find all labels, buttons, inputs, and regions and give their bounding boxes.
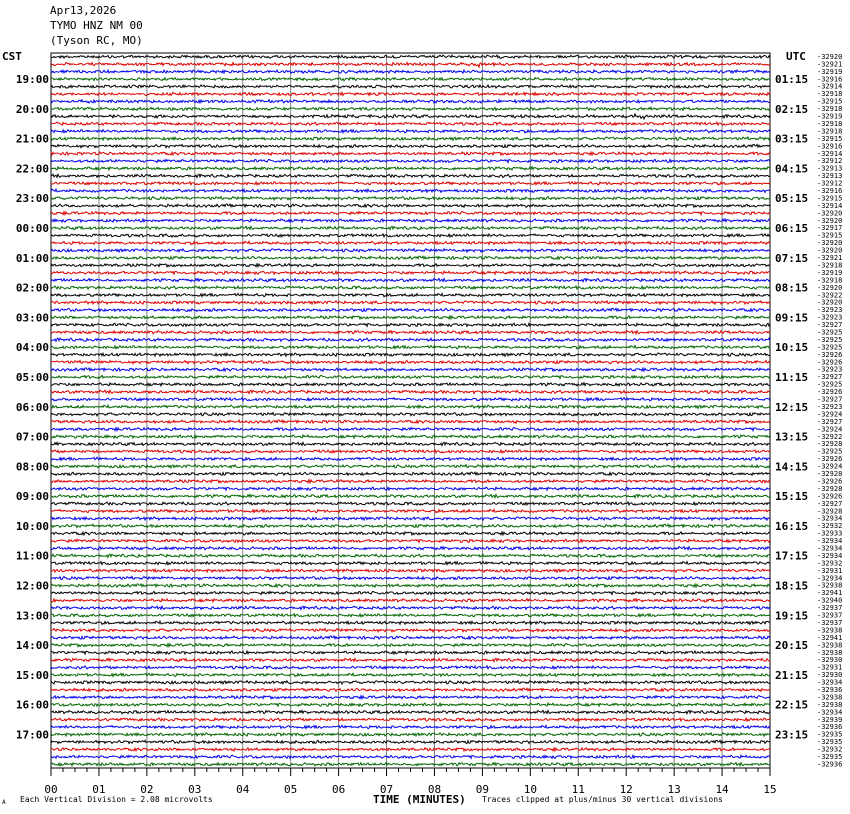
- right-hour-label: 12:15: [775, 400, 809, 414]
- trace-offset-label: -32938: [817, 581, 843, 590]
- trace-offset-label: -32939: [817, 715, 843, 724]
- left-hour-label: 06:00: [15, 400, 49, 414]
- trace-line: [51, 606, 770, 609]
- trace-line: [51, 718, 770, 721]
- trace-line: [51, 636, 770, 639]
- trace-line: [51, 658, 770, 661]
- trace-offset-label: -32922: [817, 432, 843, 441]
- trace-line: [51, 137, 770, 140]
- trace-line: [51, 547, 770, 550]
- trace-line: [51, 621, 770, 624]
- trace-line: [51, 271, 770, 274]
- trace-line: [51, 219, 770, 222]
- trace-line: [51, 114, 770, 119]
- trace-offset-label: -32921: [817, 60, 843, 69]
- trace-offset-label: -32912: [817, 157, 843, 166]
- trace-line: [51, 614, 770, 617]
- trace-line: [51, 666, 770, 669]
- right-hour-label: 18:15: [775, 579, 809, 593]
- trace-line: [51, 174, 770, 177]
- right-hour-label: 05:15: [775, 192, 809, 206]
- trace-offset-label: -32927: [817, 373, 843, 382]
- left-hour-label: 23:00: [15, 192, 49, 206]
- trace-offset-label: -32914: [817, 149, 843, 158]
- right-hour-label: 09:15: [775, 311, 809, 325]
- trace-offset-label: -32938: [817, 648, 843, 657]
- trace-line: [51, 293, 770, 296]
- trace-line: [51, 703, 770, 706]
- trace-line: [51, 286, 770, 289]
- trace-line: [51, 599, 770, 602]
- trace-offset-label: -32925: [817, 343, 843, 352]
- trace-line: [51, 733, 770, 736]
- trace-offset-label: -32920: [817, 283, 843, 292]
- trace-offset-label: -32924: [817, 462, 843, 471]
- trace-offset-label: -32934: [817, 544, 843, 553]
- trace-offset-label: -32918: [817, 90, 843, 99]
- trace-line: [51, 517, 770, 520]
- trace-line: [51, 502, 770, 505]
- right-hour-label: 07:15: [775, 251, 809, 265]
- left-hour-label: 09:00: [15, 490, 49, 504]
- trace-offset-label: -32936: [817, 723, 843, 732]
- trace-line: [51, 264, 770, 267]
- trace-offset-label: -32938: [817, 700, 843, 709]
- trace-offset-label: -32930: [817, 656, 843, 665]
- trace-offset-label: -32928: [817, 484, 843, 493]
- trace-line: [51, 673, 770, 676]
- trace-offset-label: -32920: [817, 246, 843, 255]
- left-hour-label: 08:00: [15, 460, 49, 474]
- trace-line: [51, 323, 770, 326]
- trace-offset-label: -32938: [817, 626, 843, 635]
- left-hour-label: 01:00: [15, 251, 49, 265]
- trace-offset-label: -32930: [817, 671, 843, 680]
- trace-line: [51, 308, 770, 311]
- trace-offset-label: -32926: [817, 350, 843, 359]
- trace-offset-label: -32936: [817, 760, 843, 769]
- right-hour-label: 03:15: [775, 132, 809, 146]
- trace-line: [51, 77, 770, 80]
- trace-line: [51, 316, 770, 319]
- trace-line: [51, 92, 770, 95]
- trace-offset-label: -32934: [817, 514, 843, 523]
- trace-offset-label: -32923: [817, 402, 843, 411]
- trace-line: [51, 405, 770, 408]
- trace-line: [51, 107, 770, 110]
- left-hour-label: 07:00: [15, 430, 49, 444]
- trace-offset-label: -32923: [817, 313, 843, 322]
- trace-offset-label: -32918: [817, 127, 843, 136]
- trace-offset-label: -32920: [817, 298, 843, 307]
- right-hour-label: 14:15: [775, 460, 809, 474]
- trace-line: [51, 576, 770, 579]
- right-hour-label: 16:15: [775, 519, 809, 533]
- trace-offset-label: -32915: [817, 231, 843, 240]
- trace-offset-label: -32923: [817, 365, 843, 374]
- trace-line: [51, 591, 770, 594]
- right-hour-label: 08:15: [775, 281, 809, 295]
- trace-line: [51, 562, 770, 565]
- trace-line: [51, 182, 770, 185]
- left-hour-label: 16:00: [15, 698, 49, 712]
- trace-line: [51, 755, 770, 758]
- trace-offset-label: -32927: [817, 499, 843, 508]
- trace-line: [51, 696, 770, 699]
- trace-offset-label: -32918: [817, 105, 843, 114]
- trace-line: [51, 152, 770, 155]
- trace-offset-label: -32926: [817, 388, 843, 397]
- right-hour-label: 01:15: [775, 73, 809, 87]
- trace-offset-label: -32919: [817, 268, 843, 277]
- trace-line: [51, 353, 770, 356]
- trace-offset-label: -32920: [817, 216, 843, 225]
- x-tick-label: 12: [619, 783, 633, 796]
- x-tick-label: 06: [331, 783, 346, 796]
- trace-line: [51, 368, 770, 371]
- trace-offset-label: -32924: [817, 425, 843, 434]
- trace-offset-label: -32927: [817, 417, 843, 426]
- trace-offset-label: -32940: [817, 596, 843, 605]
- x-tick-label: 08: [427, 783, 442, 796]
- trace-line: [51, 159, 770, 162]
- trace-line: [51, 532, 770, 535]
- trace-offset-label: -32926: [817, 455, 843, 464]
- trace-line: [51, 740, 770, 743]
- trace-line: [51, 398, 770, 401]
- trace-line: [51, 457, 770, 460]
- right-hour-label: 02:15: [775, 102, 809, 116]
- right-hour-label: 13:15: [775, 430, 809, 444]
- trace-offset-label: -32937: [817, 618, 843, 627]
- left-timezone-label: CST: [2, 50, 22, 63]
- right-hour-label: 11:15: [775, 371, 809, 384]
- x-tick-label: 00: [44, 783, 58, 796]
- trace-line: [51, 301, 770, 304]
- x-tick-label: 13: [667, 783, 681, 796]
- trace-offset-label: -32934: [817, 574, 843, 583]
- x-tick-label: 09: [475, 783, 490, 796]
- trace-offset-label: -32926: [817, 358, 843, 367]
- trace-line: [51, 375, 770, 378]
- trace-offset-label: -32932: [817, 745, 843, 754]
- trace-offset-label: -32937: [817, 611, 843, 620]
- trace-offset-label: -32938: [817, 641, 843, 650]
- trace-line: [51, 465, 770, 468]
- trace-offset-label: -32928: [817, 440, 843, 449]
- x-tick-label: 07: [379, 783, 394, 796]
- trace-line: [51, 763, 770, 766]
- trace-line: [51, 427, 770, 430]
- trace-line: [51, 435, 770, 438]
- trace-offset-label: -32934: [817, 537, 843, 546]
- left-hour-label: 19:00: [15, 73, 49, 87]
- x-tick-label: 05: [284, 783, 298, 796]
- trace-offset-label: -32918: [817, 261, 843, 270]
- left-hour-label: 10:00: [15, 519, 49, 533]
- right-hour-label: 19:15: [775, 609, 809, 623]
- trace-offset-label: -32915: [817, 194, 843, 203]
- trace-offset-label: -32934: [817, 708, 843, 717]
- trace-offset-label: -32914: [817, 82, 843, 91]
- trace-offset-label: -32919: [817, 112, 843, 121]
- trace-line: [51, 495, 770, 498]
- trace-offset-label: -32934: [817, 551, 843, 560]
- trace-offset-label: -32916: [817, 142, 843, 151]
- left-hour-label: 21:00: [15, 132, 49, 146]
- trace-offset-label: -32941: [817, 633, 843, 642]
- trace-line: [51, 509, 770, 512]
- left-hour-label: 22:00: [15, 162, 49, 176]
- right-hour-label: 17:15: [775, 549, 809, 563]
- trace-line: [51, 338, 770, 341]
- trace-line: [51, 241, 770, 244]
- right-hour-label: 23:15: [775, 728, 809, 742]
- trace-line: [51, 651, 770, 654]
- right-hour-label: 10:15: [775, 341, 809, 355]
- right-hour-label: 04:15: [775, 162, 809, 176]
- trace-offset-label: -32931: [817, 566, 843, 575]
- station-label: TYMO HNZ NM 00: [50, 19, 143, 32]
- x-tick-label: 02: [140, 783, 154, 796]
- trace-line: [51, 643, 770, 646]
- trace-line: [51, 450, 770, 453]
- left-hour-label: 17:00: [15, 728, 49, 742]
- date-label: Apr13,2026: [50, 4, 117, 17]
- left-hour-label: 13:00: [15, 609, 49, 623]
- trace-line: [51, 70, 770, 73]
- trace-line: [51, 197, 770, 200]
- trace-offset-label: -32920: [817, 209, 843, 218]
- trace-offset-label: -32928: [817, 470, 843, 479]
- corner-mark: A: [2, 799, 6, 806]
- trace-line: [51, 524, 770, 527]
- trace-line: [51, 55, 770, 58]
- trace-offset-label: -32935: [817, 753, 843, 762]
- left-hour-label: 05:00: [15, 371, 49, 384]
- trace-line: [51, 472, 770, 475]
- trace-line: [51, 390, 770, 393]
- trace-offset-label: -32925: [817, 335, 843, 344]
- scale-note: Each Vertical Division = 2.08 microvolts: [20, 795, 213, 804]
- trace-offset-label: -32920: [817, 239, 843, 248]
- x-axis-title: TIME (MINUTES): [373, 793, 466, 806]
- trace-line: [51, 167, 770, 170]
- x-tick-label: 04: [236, 783, 250, 796]
- trace-line: [51, 480, 770, 483]
- trace-offset-label: -32919: [817, 67, 843, 76]
- trace-line: [51, 442, 770, 445]
- trace-line: [51, 226, 770, 229]
- trace-line: [51, 725, 770, 728]
- trace-line: [51, 383, 770, 386]
- trace-line: [51, 487, 770, 490]
- x-tick-label: 01: [92, 783, 106, 796]
- x-tick-label: 14: [715, 783, 729, 796]
- trace-line: [51, 413, 770, 416]
- trace-line: [51, 204, 770, 207]
- trace-offset-label: -32926: [817, 477, 843, 486]
- trace-offset-label: -32934: [817, 678, 843, 687]
- trace-offset-label: -32941: [817, 589, 843, 598]
- trace-offset-label: -32926: [817, 492, 843, 501]
- trace-line: [51, 100, 770, 103]
- trace-offset-label: -32925: [817, 447, 843, 456]
- x-tick-label: 11: [571, 783, 585, 796]
- trace-line: [51, 331, 770, 334]
- trace-offset-label: -32932: [817, 559, 843, 568]
- trace-offset-label: -32931: [817, 663, 843, 672]
- location-label: (Tyson RC, MO): [50, 34, 143, 47]
- left-hour-label: 02:00: [15, 281, 49, 295]
- trace-line: [51, 554, 770, 557]
- trace-offset-label: -32918: [817, 119, 843, 128]
- trace-offset-label: -32937: [817, 604, 843, 613]
- right-timezone-label: UTC: [786, 50, 806, 63]
- trace-line: [51, 122, 770, 125]
- right-hour-label: 20:15: [775, 639, 809, 653]
- trace-offset-label: -32933: [817, 529, 843, 538]
- trace-offset-label: -32938: [817, 693, 843, 702]
- trace-offset-label: -32915: [817, 97, 843, 106]
- trace-offset-label: -32925: [817, 380, 843, 389]
- trace-line: [51, 63, 770, 68]
- trace-offset-label: -32918: [817, 276, 843, 285]
- trace-line: [51, 360, 770, 363]
- trace-offset-label: -32924: [817, 410, 843, 419]
- left-hour-label: 11:00: [15, 549, 49, 563]
- trace-line: [51, 569, 770, 572]
- trace-offset-label: -32916: [817, 186, 843, 195]
- trace-offset-label: -32913: [817, 164, 843, 173]
- trace-offset-label: -32921: [817, 254, 843, 263]
- clip-note: Traces clipped at plus/minus 30 vertical divisions: [482, 795, 723, 804]
- trace-line: [51, 211, 770, 214]
- trace-offset-label: -32920: [817, 52, 843, 61]
- trace-offset-label: -32927: [817, 395, 843, 404]
- right-hour-label: 15:15: [775, 490, 809, 504]
- trace-line: [51, 688, 770, 691]
- trace-line: [51, 144, 770, 147]
- trace-offset-label: -32915: [817, 134, 843, 143]
- trace-line: [51, 584, 770, 587]
- trace-line: [51, 539, 770, 542]
- left-hour-label: 03:00: [15, 311, 49, 325]
- trace-offset-label: -32927: [817, 321, 843, 330]
- trace-offset-label: -32917: [817, 224, 843, 233]
- trace-line: [51, 279, 770, 282]
- trace-line: [51, 681, 770, 684]
- x-tick-label: 10: [523, 783, 537, 796]
- trace-offset-label: -32922: [817, 291, 843, 300]
- trace-line: [51, 748, 770, 751]
- trace-offset-label: -32912: [817, 179, 843, 188]
- right-hour-label: 06:15: [775, 222, 809, 235]
- trace-offset-label: -32914: [817, 201, 843, 210]
- trace-offset-label: -32913: [817, 172, 843, 181]
- trace-offset-label: -32935: [817, 738, 843, 747]
- left-hour-label: 12:00: [15, 579, 49, 593]
- trace-offset-label: -32916: [817, 75, 843, 84]
- left-hour-label: 15:00: [15, 668, 49, 682]
- left-hour-label: 14:00: [15, 639, 49, 653]
- trace-offset-label: -32932: [817, 522, 843, 531]
- right-hour-label: 21:15: [775, 668, 809, 682]
- x-tick-label: 03: [188, 783, 202, 796]
- trace-offset-label: -32925: [817, 328, 843, 337]
- left-hour-label: 00:00: [15, 222, 49, 235]
- trace-line: [51, 629, 770, 632]
- trace-line: [51, 710, 770, 713]
- trace-line: [51, 256, 770, 259]
- trace-line: [51, 85, 770, 88]
- x-tick-label: 15: [763, 783, 777, 796]
- left-hour-label: 04:00: [15, 341, 49, 355]
- trace-offset-label: -32936: [817, 686, 843, 694]
- left-hour-label: 20:00: [15, 102, 49, 116]
- trace-line: [51, 130, 770, 133]
- trace-line: [51, 189, 770, 192]
- trace-offset-label: -32935: [817, 730, 843, 739]
- trace-line: [51, 346, 770, 349]
- trace-offset-label: -32928: [817, 507, 843, 516]
- trace-line: [51, 420, 770, 423]
- trace-line: [51, 234, 770, 237]
- right-hour-label: 22:15: [775, 698, 809, 712]
- trace-offset-label: -32923: [817, 306, 843, 315]
- trace-line: [51, 249, 770, 252]
